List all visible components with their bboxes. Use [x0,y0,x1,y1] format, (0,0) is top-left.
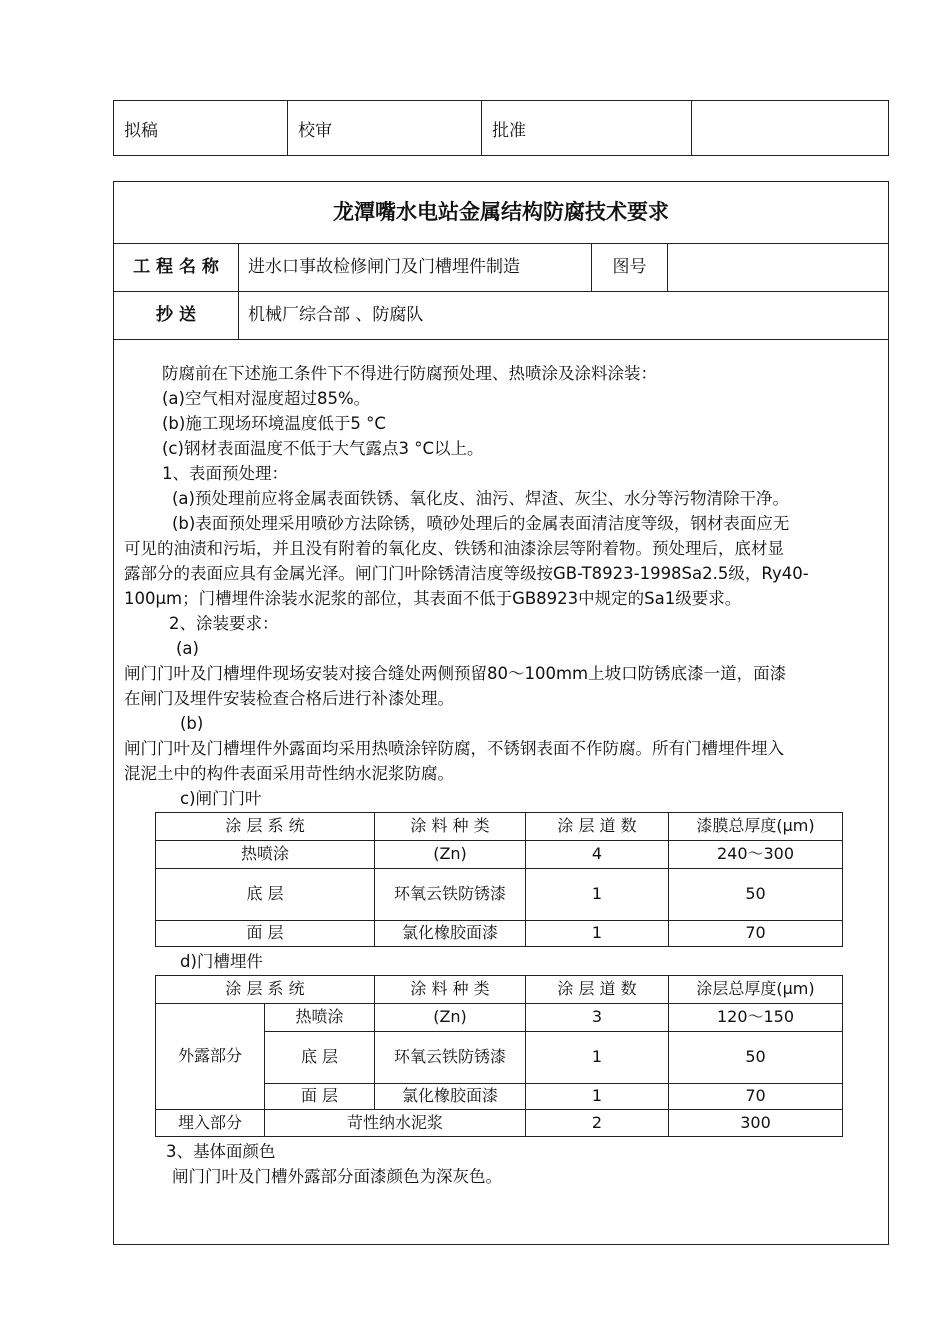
table-cell: 氯化橡胶面漆 [375,921,526,947]
table-cell: 面 层 [156,921,375,947]
intro-text: 防腐前在下述施工条件下不得进行防腐预处理、热喷涂及涂料涂装： [162,364,657,383]
table-cell: 1 [526,921,669,947]
section-3-title: 3、基体面颜色 [166,1142,276,1161]
copy-to-value: 机械厂综合部 、防腐队 [248,305,424,325]
table-row [156,869,843,921]
section-2-b-line1: 闸门门叶及门槽埋件外露面均采用热喷涂锌防腐，不锈钢表面不作防腐。所有门槽埋件埋入 [124,739,784,758]
table-cell: 底 层 [265,1032,375,1084]
copy-to-label: 抄 送 [156,305,196,325]
table-cell: 2 [526,1110,669,1137]
project-row [114,244,888,292]
table-row [156,1004,843,1032]
table-header: 涂 料 种 类 [375,976,526,1004]
table-header: 涂层总厚度(μm) [669,976,843,1004]
section-2-a-line2: 在闸门及埋件安装检查合格后进行补漆处理。 [124,689,454,708]
table-cell: (Zn) [375,841,526,869]
approve-value [692,101,889,156]
table-header: 涂 层 系 统 [156,976,375,1004]
copy-to-row [114,292,888,340]
section-1-b-line4: 100μm；门槽埋件涂装水泥浆的部位，其表面不低于GB8923中规定的Sa1级要求。 [124,589,742,608]
table-cell: 50 [669,869,843,921]
slot-coating-table [155,975,843,1137]
table-cell: 环氧云铁防锈漆 [375,869,526,921]
table-cell: 50 [669,1032,843,1084]
section-3-text: 闸门门叶及门槽外露部分面漆颜色为深灰色。 [172,1167,502,1186]
section-2-a-line1: 闸门门叶及门槽埋件现场安装对接合缝处两侧预留80～100mm上坡口防锈底漆一道，面漆 [124,664,787,683]
table-header: 漆膜总厚度(μm) [669,813,843,841]
table-cell: 70 [669,921,843,947]
section-2-a-label: (a) [176,639,199,658]
approve-label: 批准 [482,101,692,156]
table-cell: 300 [669,1110,843,1137]
section-2-c-label: c)闸门门叶 [180,789,262,808]
table-cell: 底 层 [156,869,375,921]
table-cell: 4 [526,841,669,869]
table-cell: 苛性纳水泥浆 [265,1110,526,1137]
embedded-group-label: 埋入部分 [156,1110,265,1137]
table-cell: 120～150 [669,1004,843,1032]
gate-coating-table [155,812,843,947]
drawing-value [674,244,874,291]
table-cell: 3 [526,1004,669,1032]
table-cell: 1 [526,1084,669,1110]
section-2-b-line2: 混泥土中的构件表面采用苛性纳水泥浆防腐。 [124,764,454,783]
table-cell: 1 [526,1032,669,1084]
table-header: 涂 层 系 统 [156,813,375,841]
exposed-group-label: 外露部分 [156,1004,265,1110]
signoff-table [113,100,889,156]
table-row [156,1110,843,1137]
table-header: 涂 层 道 数 [526,813,669,841]
table-row [156,841,843,869]
table-cell: 热喷涂 [156,841,375,869]
spec-document [113,181,889,1245]
section-2-b-label: (b) [180,714,204,733]
table-cell: 面 层 [265,1084,375,1110]
project-value: 进水口事故检修闸门及门槽埋件制造 [248,257,520,277]
table-cell: 环氧云铁防锈漆 [375,1032,526,1084]
table-header: 涂 料 种 类 [375,813,526,841]
review-label: 校审 [288,101,482,156]
condition-c: (c)钢材表面温度不低于大气露点3 °C以上。 [162,439,484,458]
section-1-b-line3: 露部分的表面应具有金属光泽。闸门门叶除锈清洁度等级按GB-T8923-1998Sa2.5级，Ry40- [124,564,809,583]
table-row [156,921,843,947]
condition-a: (a)空气相对湿度超过85%。 [162,389,371,408]
draft-label: 拟稿 [114,101,288,156]
table-cell: 氯化橡胶面漆 [375,1084,526,1110]
section-2-title: 2、涂装要求： [169,614,279,633]
drawing-label: 图号 [612,257,647,277]
section-1-a: (a)预处理前应将金属表面铁锈、氧化皮、油污、焊渣、灰尘、水分等污物清除干净。 [172,489,789,508]
table-cell: 240～300 [669,841,843,869]
table-cell: 热喷涂 [265,1004,375,1032]
document-title: 龙潭嘴水电站金属结构防腐技术要求 [114,182,888,244]
table-cell: 70 [669,1084,843,1110]
section-1-b-line2: 可见的油渍和污垢，并且没有附着的氧化皮、铁锈和油漆涂层等附着物。预处理后，底材显 [124,539,784,558]
section-1-b-line1: (b)表面预处理采用喷砂方法除锈，喷砂处理后的金属表面清洁度等级，钢材表面应无 [172,514,790,533]
table-header: 涂 层 道 数 [526,976,669,1004]
table-cell: 1 [526,869,669,921]
table-cell: (Zn) [375,1004,526,1032]
section-1-title: 1、表面预处理： [162,464,288,483]
section-2-d-label: d)门槽埋件 [180,952,263,971]
project-label: 工 程 名 称 [133,257,219,277]
condition-b: (b)施工现场环境温度低于5 °C [162,414,386,433]
